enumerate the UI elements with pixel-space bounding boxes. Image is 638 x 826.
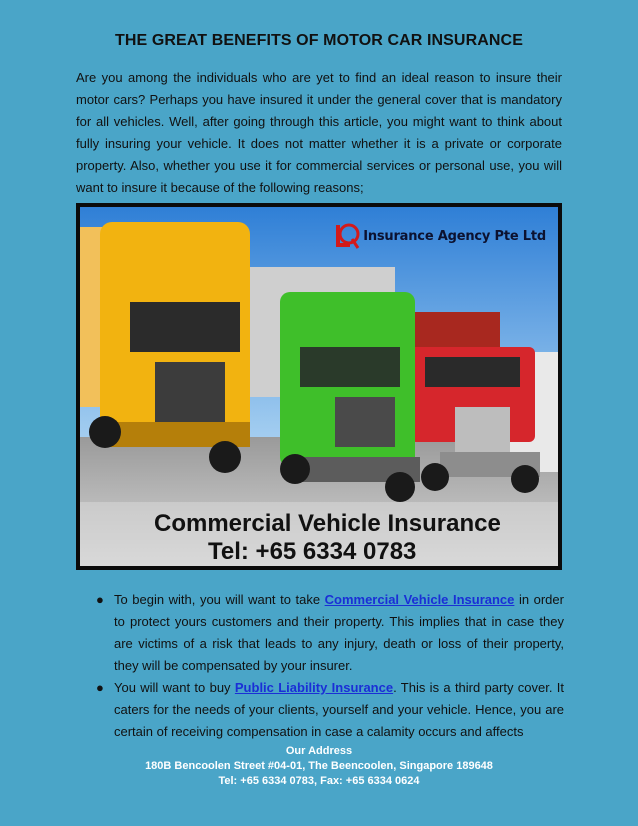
lq-logo-icon [334, 221, 360, 251]
bullet-icon: ● [96, 592, 104, 607]
truck-photo [80, 207, 558, 566]
bullet-text-after: . This is a third party cover. It caters for the needs of your clients, yourself and your vehicle. Hence, you are certain of receiving compensation in case a calamity occurs and affects [114, 680, 565, 739]
commercial-vehicle-insurance-link[interactable]: Commercial Vehicle Insurance [324, 592, 515, 607]
banner-image [76, 203, 562, 570]
benefits-list [94, 589, 564, 743]
public-liability-insurance-link[interactable]: Public Liability Insurance [234, 680, 394, 695]
footer [0, 744, 638, 789]
footer-label: Our Address [285, 745, 353, 757]
logo-text: Insurance Agency Pte Ltd [363, 228, 546, 244]
intro-paragraph: Are you among the individuals who are yet to find an ideal reason to insure their motor cars? Perhaps you have insured it under the general cover that is mandatory for all vehicles. Well, after going through this article, you might want to think about fully insuring your vehicle. It does not matter whether it is a private or corporate property. Also, whether you use it for commercial services or personal use, you will want to insure it because of the following reasons; [76, 70, 562, 195]
bullet-text-before: To begin with, you will want to take [114, 592, 325, 607]
company-logo [334, 221, 546, 251]
footer-contact: Tel: +65 6334 0783, Fax: +65 6334 0624 [218, 775, 420, 787]
footer-address: 180B Bencoolen Street #04-01, The Beencoolen, Singapore 189648 [145, 760, 493, 772]
image-caption-title: Commercial Vehicle Insurance [154, 510, 501, 537]
list-item [94, 589, 564, 677]
bullet-icon: ● [96, 680, 104, 695]
yellow-truck [80, 222, 250, 473]
image-caption-phone: Tel: +65 6334 0783 [208, 538, 417, 565]
green-truck [280, 292, 420, 502]
list-item [94, 677, 564, 743]
bullet-text-after: in order to protect yours customers and their property. This implies that in case they are victims of a risk that leads to any injury, death or loss of their property, they will be compensated by your insurer. [114, 592, 564, 673]
bullet-text-before: You will want to buy [114, 680, 235, 695]
document-title: THE GREAT BENEFITS OF MOTOR CAR INSURANCE [115, 32, 523, 49]
red-truck [410, 347, 540, 493]
